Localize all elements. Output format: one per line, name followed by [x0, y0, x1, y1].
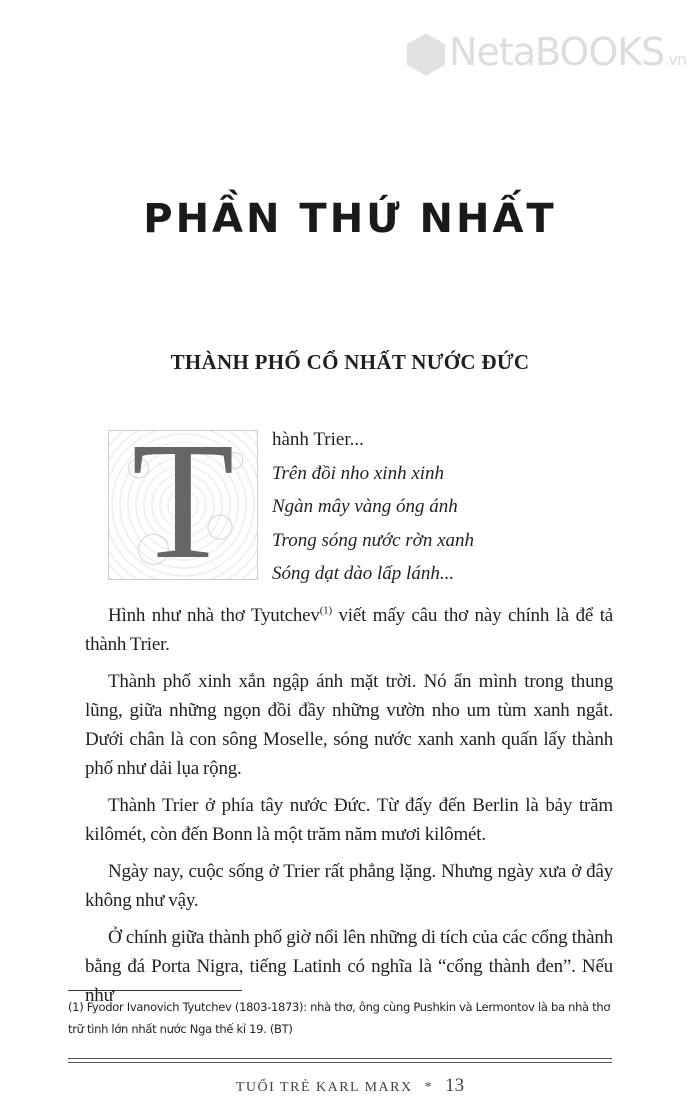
footnote-ref[interactable]: (1) — [319, 604, 332, 617]
verse-line: Sóng dạt dào lấp lánh... — [272, 563, 455, 584]
paragraph — [85, 601, 613, 659]
separator: * — [424, 1080, 434, 1095]
paragraph-text: Hình như nhà thơ Tyutchev — [108, 605, 320, 626]
running-footer — [0, 1075, 700, 1097]
verse-line: Trên đồi nho xinh xinh — [272, 463, 445, 484]
paragraph-text: viết mấy câu thơ này chính là để tả thành Trier. — [85, 605, 614, 655]
watermark-suffix: .vn — [664, 50, 686, 69]
footnote-divider — [68, 990, 242, 991]
footnote: (1) Fyodor Ivanovich Tyutchev (1803-1873): nhà thơ, ông cùng Pushkin và Lermontov là ba nhà thơ trữ tình lớn nhất nước Nga thế kỉ 19. (BT) — [68, 1000, 611, 1036]
paragraph: Ở chính giữa thành phố giờ nổi lên những di tích của các cổng thành bằng đá Porta Nigra, tiếng Latinh có nghĩa là “cổng thành đen”. Nếu như — [85, 927, 613, 1006]
book-title: TUỔI TRẺ KARL MARX — [235, 1080, 413, 1095]
verse-line: Ngàn mây vàng óng ánh — [272, 496, 458, 517]
verse-line: Trong sóng nước rờn xanh — [272, 530, 475, 551]
watermark-brand: NetaBOOKS — [449, 30, 665, 74]
watermark-logo-icon — [407, 34, 445, 76]
footer-divider — [68, 1058, 612, 1063]
first-line: hành Trier... — [272, 429, 364, 450]
part-title: PHẦN THỨ NHẤT — [143, 196, 557, 242]
paragraph: Thành phố xinh xắn ngập ánh mặt trời. Nó ẩn mình trong thung lũng, giữa những ngọn đồi đầy những vườn nho um tùm xanh ngắt. Dưới chân là con sông Moselle, sóng nước xanh xanh quấn lấy thành phố như dải lụa rộng. — [85, 671, 613, 779]
paragraph: Thành Trier ở phía tây nước Đức. Từ đấy đến Berlin là bảy trăm kilômét, còn đến Bonn là một trăm năm mươi kilômét. — [85, 795, 613, 845]
watermark — [407, 30, 686, 82]
ornamental-drop-cap — [108, 430, 258, 580]
body-text — [85, 601, 613, 1018]
page-number: 13 — [445, 1075, 465, 1096]
drop-cap-letter: T — [131, 430, 235, 580]
chapter-title: THÀNH PHỐ CỔ NHẤT NƯỚC ĐỨC — [170, 350, 530, 374]
paragraph: Ngày nay, cuộc sống ở Trier rất phẳng lặng. Nhưng ngày xưa ở đây không như vậy. — [85, 861, 613, 911]
